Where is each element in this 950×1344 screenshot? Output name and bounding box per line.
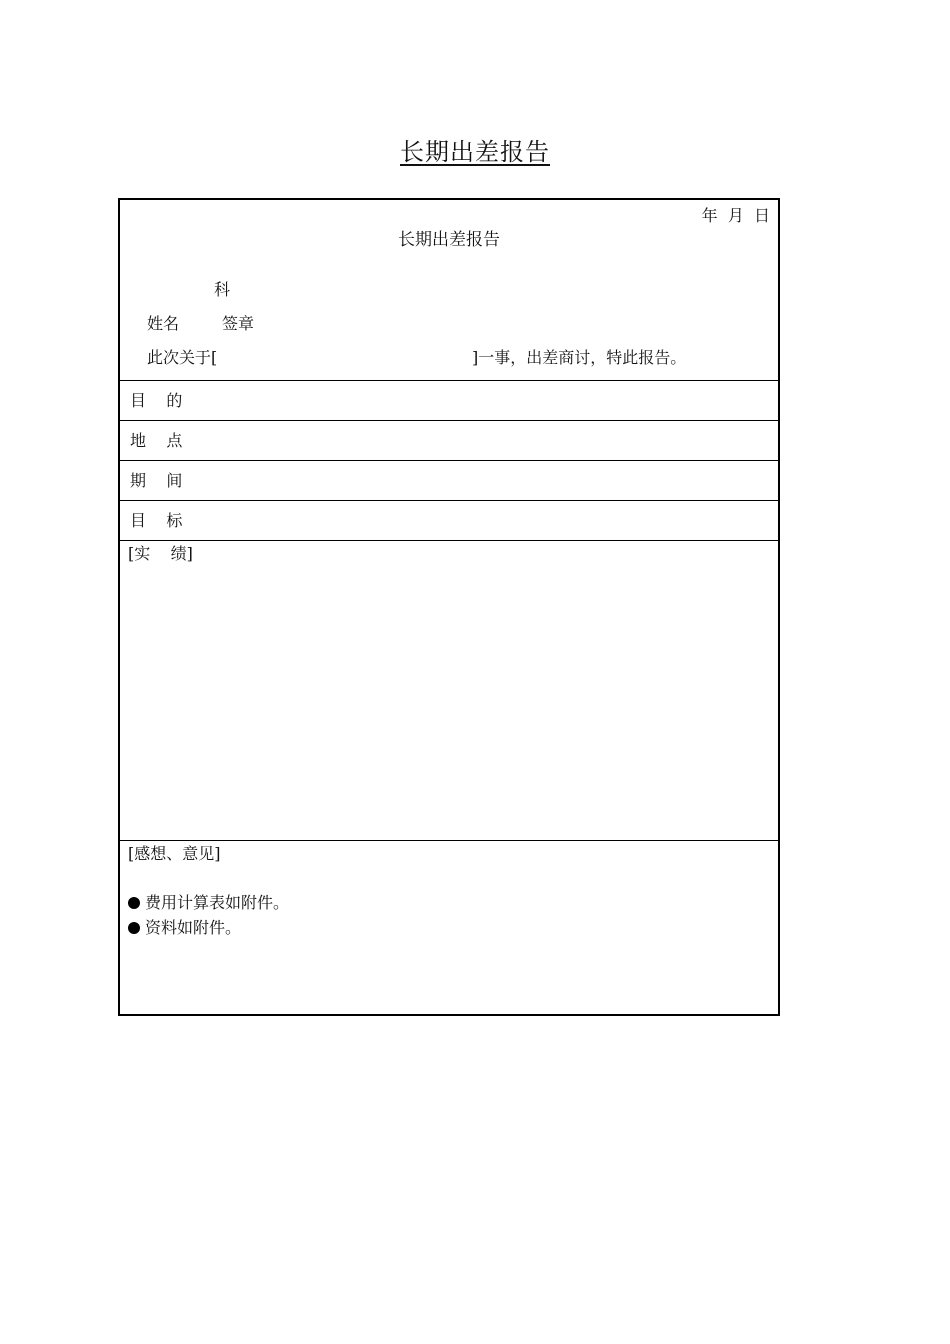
purpose-label: 目 的 [130,391,183,410]
impressions-label: [感想、意见] [128,844,221,863]
divider [120,420,778,421]
statement-prefix: 此次关于[ [147,348,218,367]
period-label: 期 间 [130,471,183,490]
divider [120,840,778,841]
attachment-item [128,920,241,936]
form-heading: 长期出差报告 [398,230,500,250]
bullet-icon [128,922,140,934]
page-title [0,132,950,167]
location-label: 地 点 [130,431,183,450]
name-label: 姓名 [147,314,180,333]
achievements-label: [实 绩] [128,544,193,563]
divider [120,380,778,381]
statement-suffix: ]一事，出差商讨，特此报告。 [472,348,687,367]
goal-label: 目 标 [130,511,183,530]
divider [120,500,778,501]
report-form [118,198,780,1016]
divider [120,540,778,541]
divider [120,460,778,461]
date-field[interactable]: 年 月 日 [701,206,770,225]
attachment-text: 费用计算表如附件。 [145,893,290,912]
attachment-text: 资料如附件。 [145,918,242,937]
bullet-icon [128,897,140,909]
page-title-text: 长期出差报告 [400,138,550,166]
seal-label: 签章 [222,314,255,333]
attachment-item [128,895,289,911]
department-label: 科 [214,280,231,299]
